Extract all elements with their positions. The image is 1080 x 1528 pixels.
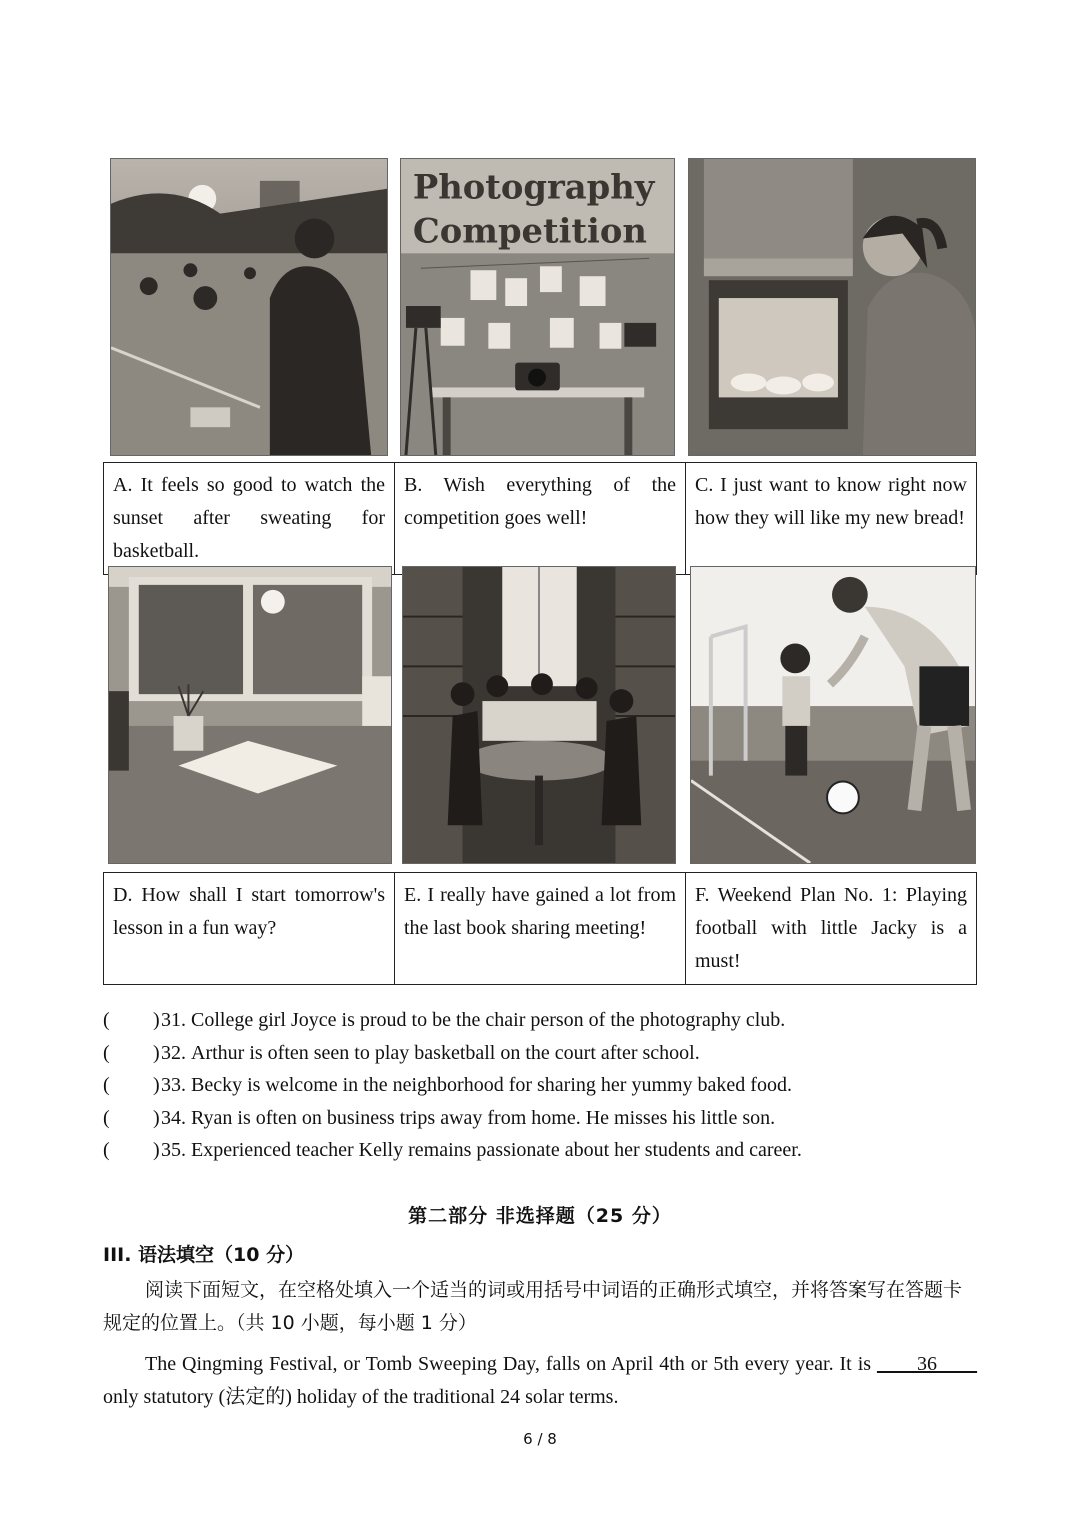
question-32: ( ) 32. Arthur is often seen to play basketball on the court after school. [103, 1041, 700, 1064]
question-33: ( ) 33. Becky is welcome in the neighborhood for sharing her yummy baked food. [103, 1074, 792, 1096]
question-35: ( ) 35. Experienced teacher Kelly remains passionate about her students and career. [103, 1139, 802, 1161]
question-31: ( ) 31. College girl Joyce is proud to be the chair person of the photography club. [103, 1009, 786, 1031]
photo-row-2 [104, 566, 976, 864]
photo-baking-bread [688, 158, 976, 456]
options-table-1 [103, 462, 977, 575]
photo-library-reading [402, 566, 676, 864]
blank-36: ____36____ [877, 1353, 978, 1375]
instruction: 阅读下面短文，在空格处填入一个适当的词或用括号中词语的正确形式填空，并将答案写在答题卡规定的位置上。（共 10 小题，每小题 1 分） [103, 1279, 963, 1334]
option-c: C. I just want to know right now how they will like my new bread! [686, 463, 977, 575]
option-d: D. How shall I start tomorrow's lesson in a fun way? [104, 873, 395, 985]
photo-basketball-sunset [110, 158, 388, 456]
section-title: III. 语法填空（10 分） [103, 1244, 305, 1266]
photo-father-son-football [690, 566, 976, 864]
question-34: ( ) 34. Ryan is often on business trips away from home. He misses his little son. [103, 1106, 776, 1129]
option-a: A. It feels so good to watch the sunset after sweating for basketball. [104, 463, 395, 575]
option-e: E. I really have gained a lot from the last book sharing meeting! [395, 873, 686, 985]
option-b: B. Wish everything of the competition goes well! [395, 463, 686, 575]
question-list [103, 1004, 983, 1167]
passage: The Qingming Festival, or Tomb Sweeping Day, falls on April 4th or 5th every year. It is ____36____ only statutory (法定的) holiday of the traditional 24 solar terms. [103, 1353, 978, 1408]
options-table-2 [103, 872, 977, 985]
photo-desk-window [108, 566, 392, 864]
photo-photography-competition [400, 158, 675, 456]
page-number: 6 / 8 [523, 1430, 557, 1448]
sign-line1: Photography [412, 166, 655, 207]
sign-line2: Competition [412, 210, 647, 251]
photo-row-1 [104, 158, 976, 456]
option-f: F. Weekend Plan No. 1: Playing football with little Jacky is a must! [686, 873, 977, 985]
part-title: 第二部分 非选择题（25 分） [408, 1205, 672, 1227]
